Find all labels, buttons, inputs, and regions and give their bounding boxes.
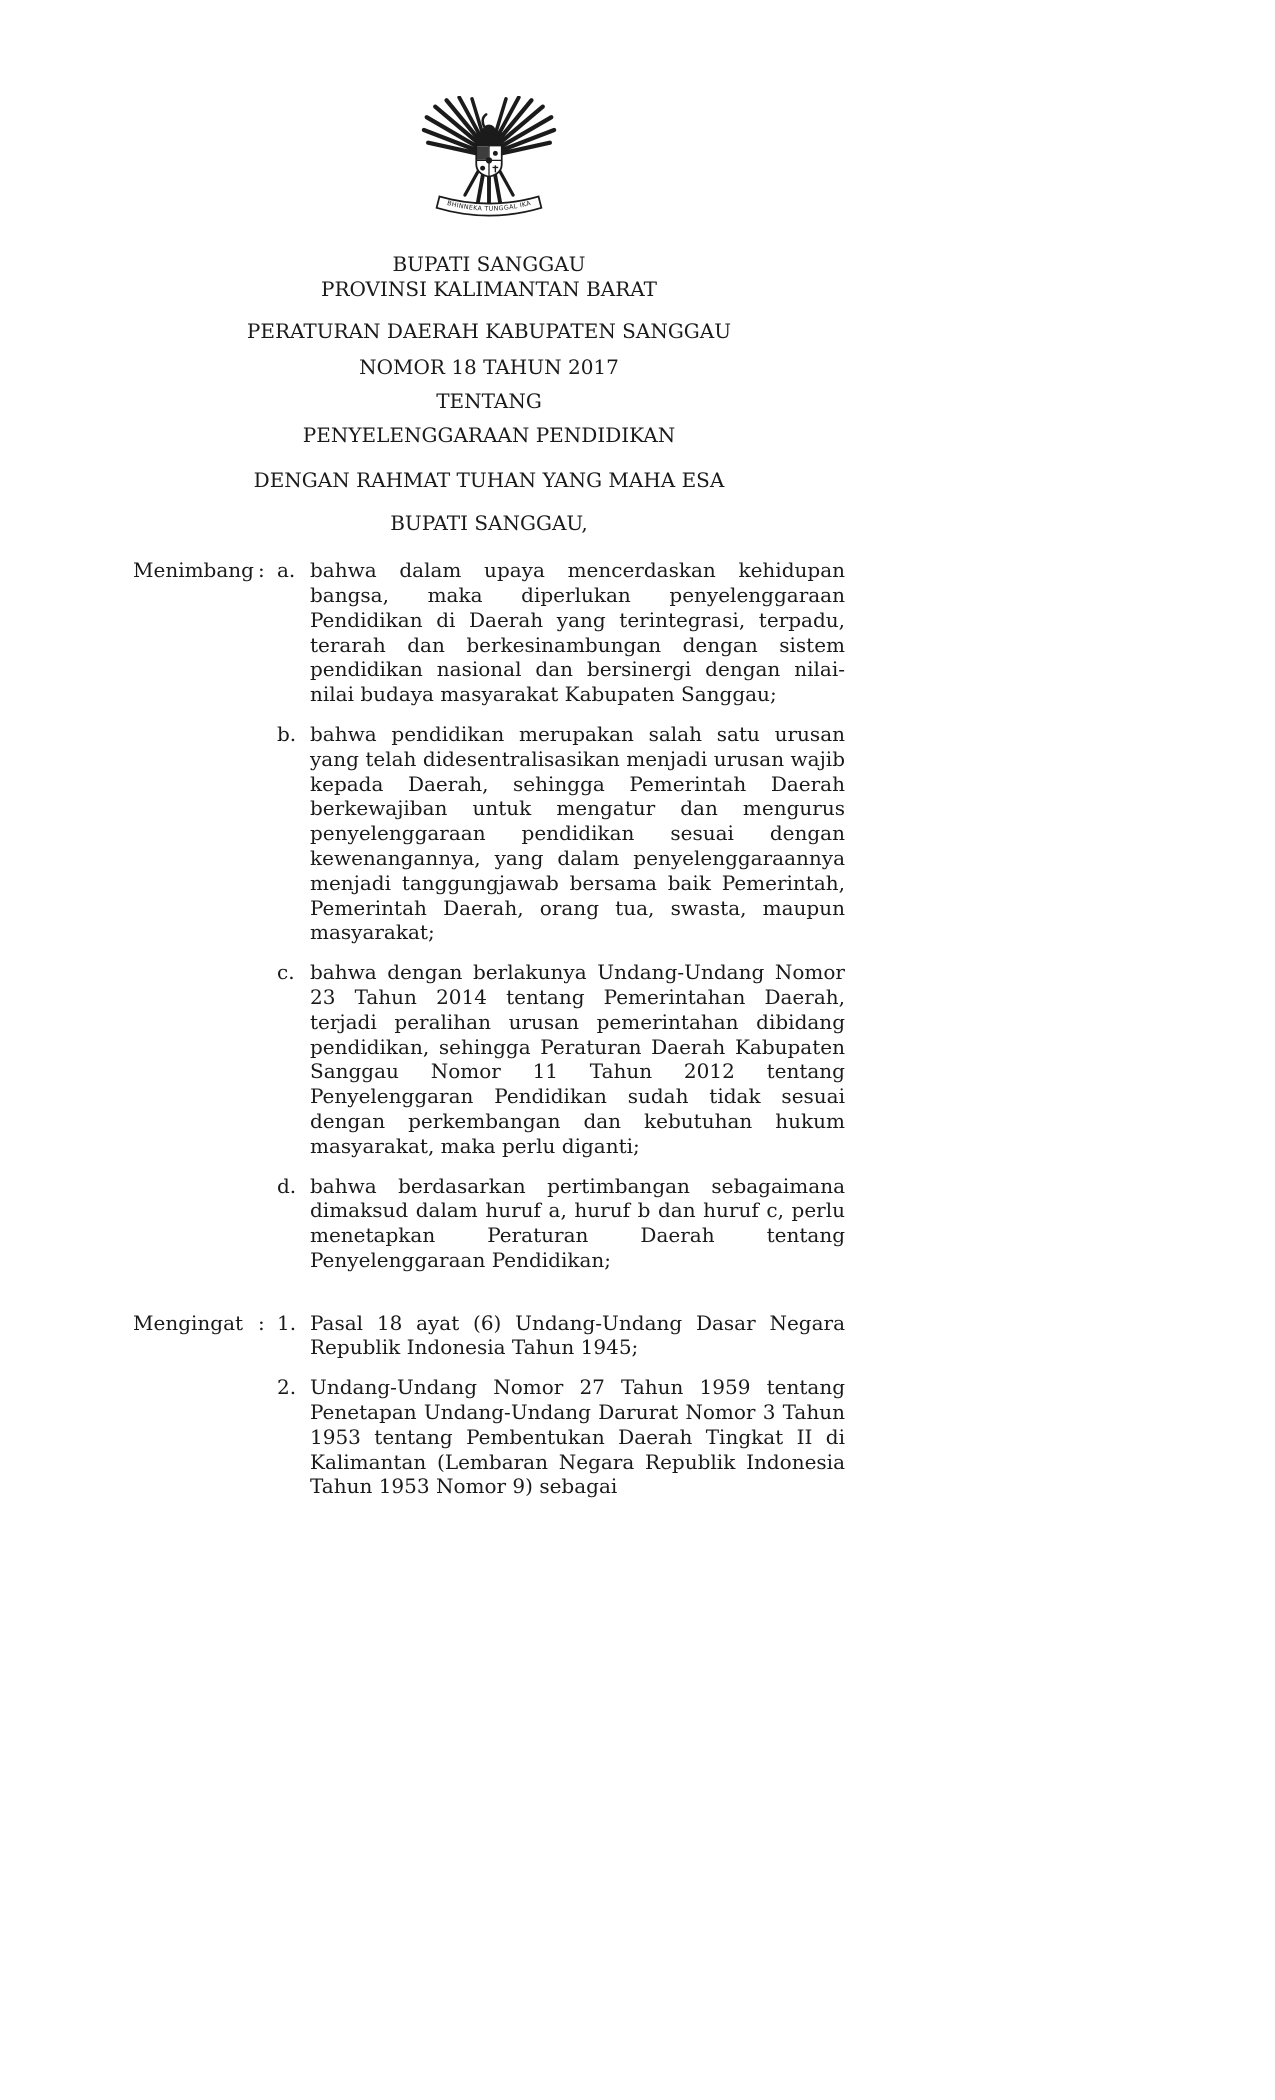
item-text: bahwa berdasarkan pertimbangan sebagaimana dimaksud dalam huruf a, huruf b dan huruf c, perlu menetapkan Peraturan Daerah tentang Penyelenggaraan Pendidikan; — [310, 1173, 845, 1272]
regulation-number: NOMOR 18 TAHUN 2017 — [359, 355, 619, 380]
issuer-title: BUPATI SANGGAU — [392, 251, 586, 276]
item-text: bahwa dengan berlakunya Undang-Undang Nomor 23 Tahun 2014 tentang Pemerintahan Daerah, terjadi peralihan urusan pemerintahan dibidang pendidikan, sehingga Peraturan Daerah Kabupaten Sanggau Nomor 11 Tahun 2012 tentang Penyelenggaran Pendidikan sudah tidak sesuai dengan perkembangan dan kebutuhan hukum masyarakat, maka perlu diganti; — [310, 960, 845, 1158]
enacting-authority: BUPATI SANGGAU, — [390, 511, 588, 536]
document-content — [133, 96, 845, 1499]
mengingat-items — [277, 1311, 845, 1500]
garuda-icon — [411, 96, 567, 234]
menimbang-items — [277, 558, 845, 1273]
item-marker: 1. — [277, 1310, 297, 1335]
item-text: bahwa dalam upaya mencerdaskan kehidupan bangsa, maka diperlukan penyelenggaraan Pendidikan di Daerah yang terintegrasi, terpadu, terarah dan berkesinambungan dengan sistem pendidikan nasional dan bersinergi dengan nilai-nilai budaya masyarakat Kabupaten Sanggau; — [310, 558, 845, 707]
item-marker: a. — [277, 558, 296, 583]
item-marker: c. — [277, 960, 295, 985]
item-text: bahwa pendidikan merupakan salah satu urusan yang telah didesentralisasikan menjadi urusan wajib kepada Daerah, sehingga Pemerintah Daerah berkewajiban untuk mengatur dan mengurus penyelenggaraan pendidikan sesuai dengan kewenangannya, yang dalam penyelenggaraannya menjadi tanggungjawab bersama baik Pemerintah, Pemerintah Daerah, orang tua, swasta, maupun masyarakat; — [310, 721, 845, 945]
list-item — [277, 960, 845, 1158]
item-marker: 2. — [277, 1375, 297, 1400]
motto-text: BHINNEKA TUNGGAL IKA — [446, 199, 532, 213]
province-title: PROVINSI KALIMANTAN BARAT — [321, 276, 657, 301]
item-marker: b. — [277, 721, 297, 746]
menimbang-colon: : — [258, 558, 265, 583]
about-label: TENTANG — [436, 388, 542, 413]
list-item — [277, 1174, 845, 1273]
garuda-pancasila-emblem — [133, 96, 845, 240]
list-item — [277, 1375, 845, 1499]
regulation-subject: PENYELENGGARAAN PENDIDIKAN — [302, 422, 676, 447]
menimbang-label: Menimbang — [133, 558, 254, 583]
mengingat-label: Mengingat — [133, 1310, 244, 1335]
mengingat-section — [133, 1311, 845, 1500]
list-item — [277, 722, 845, 945]
mengingat-colon: : — [258, 1310, 265, 1335]
menimbang-section — [133, 558, 845, 1273]
regulation-title: PERATURAN DAERAH KABUPATEN SANGGAU — [246, 319, 732, 344]
list-item — [277, 1311, 845, 1361]
invocation-line: DENGAN RAHMAT TUHAN YANG MAHA ESA — [253, 467, 725, 492]
item-text: Undang-Undang Nomor 27 Tahun 1959 tentang Penetapan Undang-Undang Darurat Nomor 3 Tahun 1953 tentang Pembentukan Daerah Tingkat II di Kalimantan (Lembaran Negara Republik Indonesia Tahun 1953 Nomor 9) sebagai — [310, 1375, 845, 1499]
list-item — [277, 558, 845, 707]
item-marker: d. — [277, 1173, 297, 1198]
item-text: Pasal 18 ayat (6) Undang-Undang Dasar Negara Republik Indonesia Tahun 1945; — [310, 1310, 845, 1360]
